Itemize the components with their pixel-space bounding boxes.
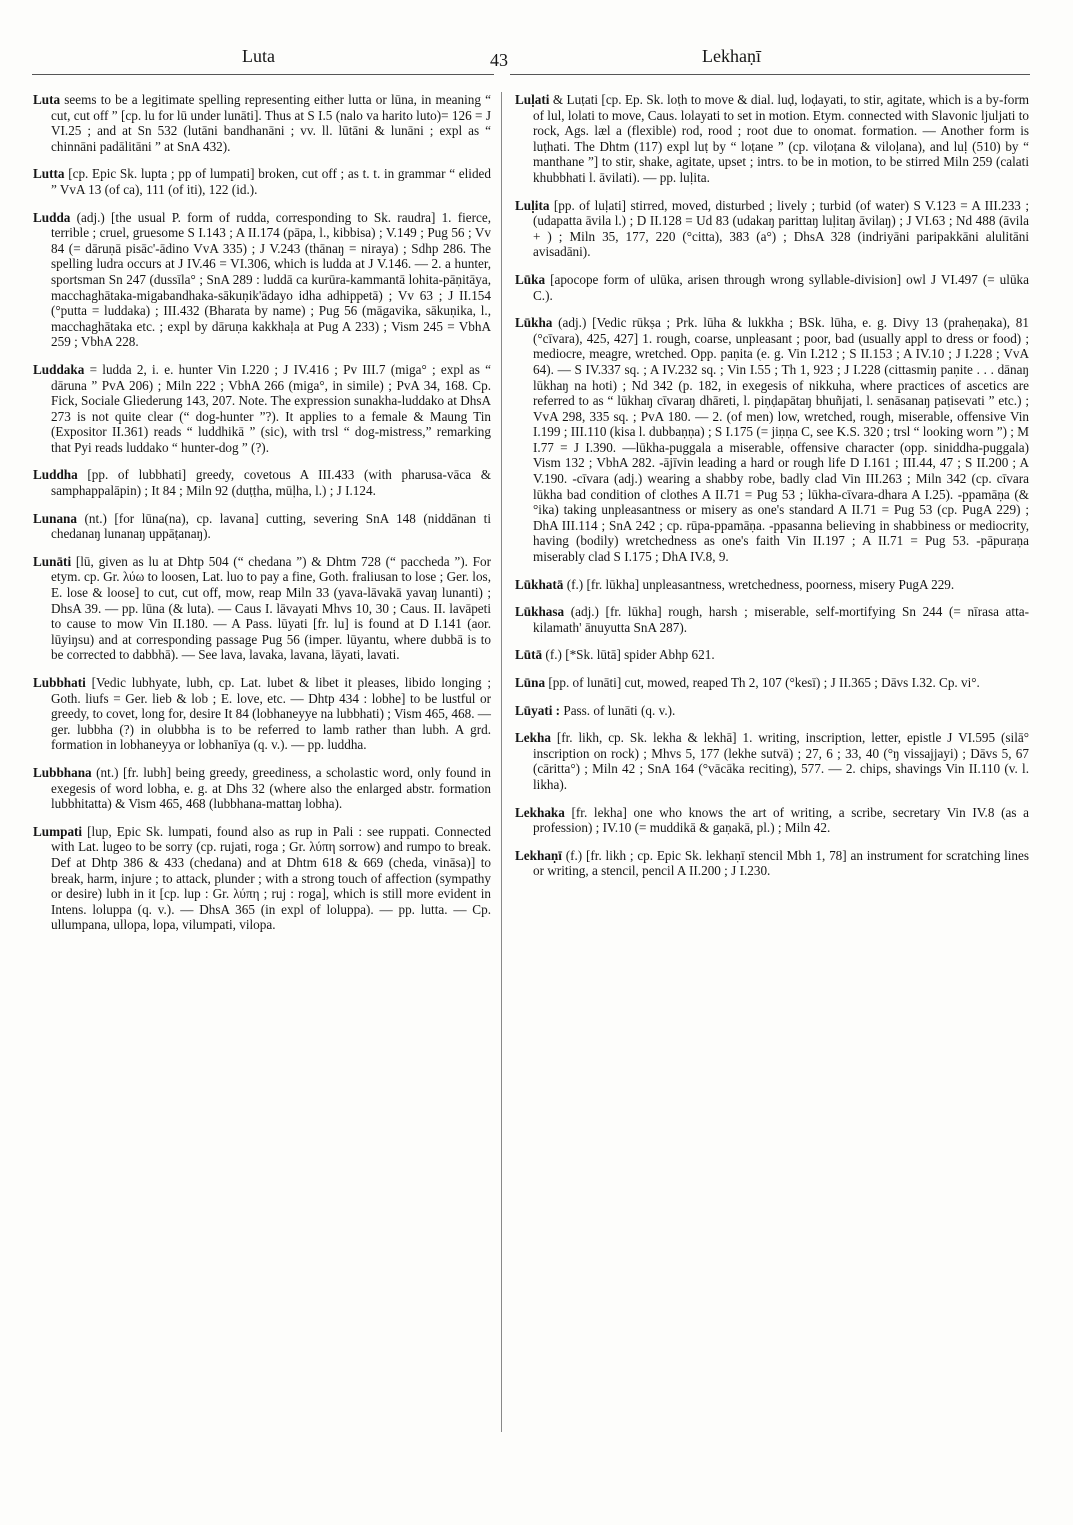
- entry-body: seems to be a legitimate spelling representing either lutta or lūna, in meaning “ cut, cut off ” [cp. lu for lū under lunāti]. Thus at S I.5 (nalo va harito luto)= 126 = J VI.25 ; and at Sn 532 (lutāni bandhanāni ; vv. ll. lūtāni & lunāni ; expl as “ chinnāni padālitāni ” at SnA 432).: [51, 92, 491, 154]
- column-separator: [501, 92, 502, 1432]
- entry-headword: Luḷati: [515, 92, 550, 107]
- entry-headword: Luddha: [33, 467, 78, 483]
- entry-headword: Lūkha: [515, 315, 553, 331]
- entry-body: [fr. lekha] one who knows the art of writing, a scribe, secretary Vin IV.8 (as a profession) ; IV.10 (= muddikā & gaṇakā, pl.) ; Miln 42.: [533, 804, 1029, 836]
- entry-body: [fr. likh, cp. Sk. lekha & lekhā] 1. writing, inscription, letter, epistle J VI.595 (silā° inscription on rock) ; Mhvs 5, 177 (lekhe sutvā) ; 27, 6 ; 33, 40 (°ŋ vissajjayi) ; Dāvs 5, 67 (cāritta°) ; Miln 42 ; SnA 164 (°vācāka reciting), 577. — 2. chips, shavings Vin II.110 (v. l. likha).: [533, 730, 1029, 792]
- right-column: [515, 92, 1029, 891]
- entry-headword: Lūkhatā: [515, 576, 564, 592]
- dictionary-entry: [515, 848, 1029, 879]
- entry-body: (nt.) [fr. lubh] being greedy, greediness, a scholastic word, only found in exegesis of word lobha, e. g. at Dhs 32 (where also the enlarged abstr. formation lubbhitatta) & Vism 465, 468 (lubbhana-mattaŋ lobha).: [51, 764, 491, 812]
- dictionary-entry: [515, 92, 1029, 186]
- entry-headword: Lūkhasa: [515, 604, 565, 620]
- header-rule-left: [32, 74, 494, 75]
- entry-body: (f.) [fr. likh ; cp. Epic Sk. lekhaṇī stencil Mbh 1, 78] an instrument for scratching lines or writing, a stencil, pencil A II.200 ; J I.230.: [533, 847, 1029, 879]
- dictionary-entry: [33, 554, 491, 663]
- entry-headword: Lekhaṇī: [515, 847, 562, 863]
- left-column: [33, 92, 491, 945]
- entry-body: [apocope form of ulūka, arisen through wrong syllable-division] owl J VI.497 (= ulūka C.).: [533, 271, 1029, 303]
- entry-headword: Lubbhana: [33, 764, 92, 780]
- entry-body: (adj.) [Vedic rūkṣa ; Prk. lūha & lukkha ; BSk. lūha, e. g. Divy 13 (praheṇaka), 81 (°cīvara), 425, 427] 1. rough, coarse, unpleasant ; poor, bad (usually appl to dress or food) ; mediocre, meagre, wretched. Opp. paṇita (e. g. Vin I.212 ; S II.153 ; A IV.10 ; J I.228 ; VvA 64). — S IV.337 sq. ; A IV.232 sq. ; Vin I.55 ; Th 1, 923 ; J I.228 (cittasmiŋ paṇite . . . dānaŋ lūkhaŋ na hoti) ; Nd 342 (p. 182, in exegesis of nikkuha, where practices of ascetics are referred to as “ lūkhaŋ cīvaraŋ dhāreti, l. piṇḍapātaŋ bhuñjati, l. senāsanaŋ paṭisevati ” etc.) ; VvA 298, 335 sq. ; PvA 180. — 2. (of men) low, wretched, rough, miserable, offensive Vin I.199 ; III.110 (kisa l. dubbaṇṇa) ; S I.175 (= jiṇṇa C, see K.S. 320 ; trsl “ looking worn ”) ; M I.77 = J I.390. —lūkha-puggala a miserable, offensive character (opp. siniddha-puggala) Vism 132 ; VbhA 282. -ājīvin leading a hard or rough life D I.161 ; III.44, 47 ; S II.200 ; A V.190. -cīvara (adj.) wearing a shabby robe, badly clad Vin III.263 ; Miln 342 (cp. cīvara lūkha bad condition of clothes A II.71 = Pug 53 ; lūkha-cīvara-dhara A I.25). -ppamāṇa (& °ika) taking unpleasantness or misery as one's standard A II.71 = Pug 53 (cp. PugA 229) ; DhA III.114 ; SnA 242 ; cp. rūpa-ppamāṇa. -ppasanna believing in shabbiness or mediocrity, having (bodily) wretchedness as one's faith Vin II.197 ; A II.71 = Pug 53. -pāpuraṇa miserably clad S I.175 ; DhA IV.8, 9.: [533, 315, 1029, 565]
- page-number: 43: [490, 50, 508, 70]
- entry-body: [cp. Epic Sk. lupta ; pp of lumpati] broken, cut off ; as t. t. in grammar “ elided ” VvA 13 (of ca), 111 (of iti), 122 (id.).: [51, 166, 491, 197]
- entry-body: [pp. of luḷati] stirred, moved, disturbed ; lively ; turbid (of water) S V.123 = A III.233 ; (udapatta āvila l.) ; D II.128 = Ud 83 (udakaŋ parittaŋ luḷitaŋ āvilaŋ) ; J VI.63 ; Nd 488 (āvila + ) ; Miln 35, 177, 220 (°citta), 383 (a°) ; DhsA 328 (indriyāni paripakkāni alulitāni avisadāni).: [533, 197, 1029, 260]
- dictionary-entry: [515, 198, 1029, 260]
- entry-headword: Lunana: [33, 510, 77, 526]
- entry-headword: Lumpati: [33, 823, 83, 839]
- dictionary-entry: [515, 730, 1029, 792]
- running-head-left: Luta: [242, 46, 275, 66]
- entry-headword: Lūka: [515, 271, 546, 287]
- dictionary-entry: [33, 166, 491, 197]
- entry-headword: Lunāti: [33, 553, 72, 569]
- dictionary-entry: [33, 511, 491, 542]
- dictionary-entry: [33, 467, 491, 498]
- dictionary-entry: [33, 675, 491, 753]
- dictionary-entry: [515, 604, 1029, 635]
- dictionary-entry: [33, 765, 491, 812]
- entry-headword: Lūna: [515, 675, 546, 690]
- entry-headword: Luta: [33, 92, 61, 107]
- dictionary-entry: [515, 703, 1029, 719]
- entry-body: [pp. of lunāti] cut, mowed, reaped Th 2, 107 (°kesī) ; J II.365 ; Dāvs I.32. Cp. vi°.: [545, 675, 980, 690]
- entry-body: (nt.) [for lūna(na), cp. lavana] cutting, severing SnA 148 (niddānan ti chedanaŋ lunanaŋ uppāṭanaŋ).: [51, 510, 491, 542]
- entry-headword: Luḷita: [515, 197, 550, 213]
- entry-body: [Vedic lubhyate, lubh, cp. Lat. lubet & libet it pleases, libido longing ; Goth. liufs = Ger. lieb & lob ; E. love, etc. — Dhtp 434 : lobhe] to be lustful or greedy, to covet, long for, desire It 84 (lobhaneyye na lubbhati) ; Vism 465, 468. — ger. lubbha (?) in olubbha is to be referred to lamb rather than lubh. A grd. formation in lobhaneyya or lobhanīya (q. v.). — pp. luddha.: [51, 675, 491, 753]
- dictionary-entry: [33, 210, 491, 350]
- dictionary-entry: [515, 647, 1029, 663]
- entry-headword: Ludda: [33, 209, 71, 225]
- entry-body: & Luṭati [cp. Ep. Sk. loṭh to move & dial. luḍ, loḍayati, to stir, agitate, which is a by-form of lul, lolati to move, Caus. lolayati to set in motion. Etym. connected with Slavonic ljuljati to rock, Ags. læl a (flexible) rod, rood ; root due to onomat. formation. — Another form is luṭhati. The Dhtm (117) expl luṭ by “ loṭane ” (cp. viloṭana & viloḷana), and luḷ (510) by “ manthane ”] to stir, shake, agitate, upset ; intrs. to be in motion, to be stirred Miln 259 (calati khubbhati l. āvilati). — pp. luḷita.: [533, 92, 1029, 185]
- entry-body: (adj.) [fr. lūkha] rough, harsh ; miserable, self-mortifying Sn 244 (= nīrasa atta-kilamath' ānuyutta SnA 287).: [533, 604, 1029, 635]
- entry-body: [pp. of lubbhati] greedy, covetous A III.433 (with pharusa-vāca & samphappalāpin) ; It 84 ; Miln 92 (duṭṭha, mūḷha, l.) ; J I.124.: [51, 467, 491, 499]
- entry-body: = ludda 2, i. e. hunter Vin I.220 ; J IV.416 ; Pv III.7 (miga° ; expl as “ dāruna ” PvA 206) ; Miln 222 ; VbhA 266 (miga°, in simile) ; PvA 34, 168. Cp. Fick, Sociale Gliederung 143, 207. Note. The expression sunakha-luddako at DhsA 273 is not quite clear (“ dog-hunter ”?). It applies to a female & Maung Tin (Expositor II.361) reads “ luddhikā ” (sic), with trsl “ dog-mistress,” remarking that Pyi reads luddako “ hunter-dog ” (?).: [51, 361, 491, 455]
- entry-headword: Lūyati :: [515, 702, 561, 718]
- dictionary-entry: [515, 805, 1029, 836]
- dictionary-entry: [515, 272, 1029, 303]
- dictionary-entry: [33, 92, 491, 154]
- entry-headword: Lubbhati: [33, 675, 86, 690]
- entry-body: (f.) [fr. lūkha] unpleasantness, wretchedness, poorness, misery PugA 229.: [563, 576, 955, 592]
- entry-headword: Lekhaka: [515, 804, 565, 820]
- dictionary-entry: [515, 315, 1029, 565]
- entry-body: Pass. of lunāti (q. v.).: [560, 702, 676, 718]
- header-rule-right: [510, 74, 1030, 75]
- entry-body: [lū, given as lu at Dhtp 504 (“ chedana ”) & Dhtm 728 (“ paccheda ”). For etym. cp. Gr. λύω to loosen, Lat. luo to pay a fine, Goth. fraliusan to lose ; Ger. los, E. lose & loose] to cut, cut off, mow, reap Miln 33 (yava-lāvakā yavaŋ lunanti) ; DhsA 39. — pp. lūna (& luta). — Caus I. lāvayati Mhvs 10, 30 ; Caus. II. lavāpeti to cause to mow Vin II.180. — A Pass. lūyati [fr. lu] is found at D I.141 (aor. lūyiŋsu) and at corresponding passage Pug 56 (imper. lūyantu, where dubbā is to be corrected to dabbhā). — See lava, lavaka, lavana, lāyati, lavati.: [51, 553, 491, 663]
- entry-headword: Lutta: [33, 166, 65, 182]
- dictionary-entry: [33, 362, 491, 456]
- entry-headword: Lūtā: [515, 647, 543, 663]
- entry-body: (adj.) [the usual P. form of rudda, corresponding to Sk. raudra] 1. fierce, terrible ; cruel, gruesome S I.143 ; A II.174 (pāpa, l., kibbisa) ; V.149 ; Pug 56 ; Vv 84 (= dāruṇā pisāc'-ādino VvA 335) ; J V.243 (thānaŋ = niraya) ; Sdhp 286. The spelling ludra occurs at J IV.46 = VI.306, which is ludda at J V.146. — 2. a hunter, sportsman Sn 247 (dussīla° ; SnA 289 : luddā ca kurūra-kammantā lohita-pāṇitāya, macchaghātaka-migabandhaka-sākuṇik'ādayo idha adhippetā) ; Vv 63 ; J II.154 (°putta = luddaka) ; III.432 (Bharata by name) ; Pug 56 (māgavika, sākuṇika, l., macchaghātaka etc. ; expl by dāruṇa kakkhaḷa at Pug A 233) ; Vism 245 = VbhA 259 ; VbhA 228.: [51, 209, 491, 350]
- running-head-right: Lekhaṇī: [702, 46, 761, 66]
- page-header: [32, 40, 1042, 84]
- entry-headword: Luddaka: [33, 361, 85, 377]
- dictionary-entry: [515, 577, 1029, 593]
- entry-body: [lup, Epic Sk. lumpati, found also as rup in Pali : see ruppati. Connected with Lat. lugeo to be sorry (cp. rujati, roga ; Gr. λύπη sorrow) and rumpo to break. Def at Dhtp 386 & 433 (chedana) and at Dhtm 618 & 669 (cheda, vināsa)] to break, harm, injure ; to attack, plunder ; with a strong touch of affection (sympathy or desire) lubh in it [cp. lup : Gr. λύπη ; ruj : roga], which is still more evident in Intens. loluppa (q. v.). — DhsA 365 (in expl of loluppa). — pp. lutta. — Cp. ullumpana, ullopa, lopa, vilumpati, vilopa.: [51, 823, 491, 933]
- dictionary-entry: [515, 675, 1029, 691]
- entry-headword: Lekha: [515, 730, 551, 746]
- entry-body: (f.) [*Sk. lūtā] spider Abhp 621.: [542, 647, 715, 663]
- dictionary-entry: [33, 824, 491, 933]
